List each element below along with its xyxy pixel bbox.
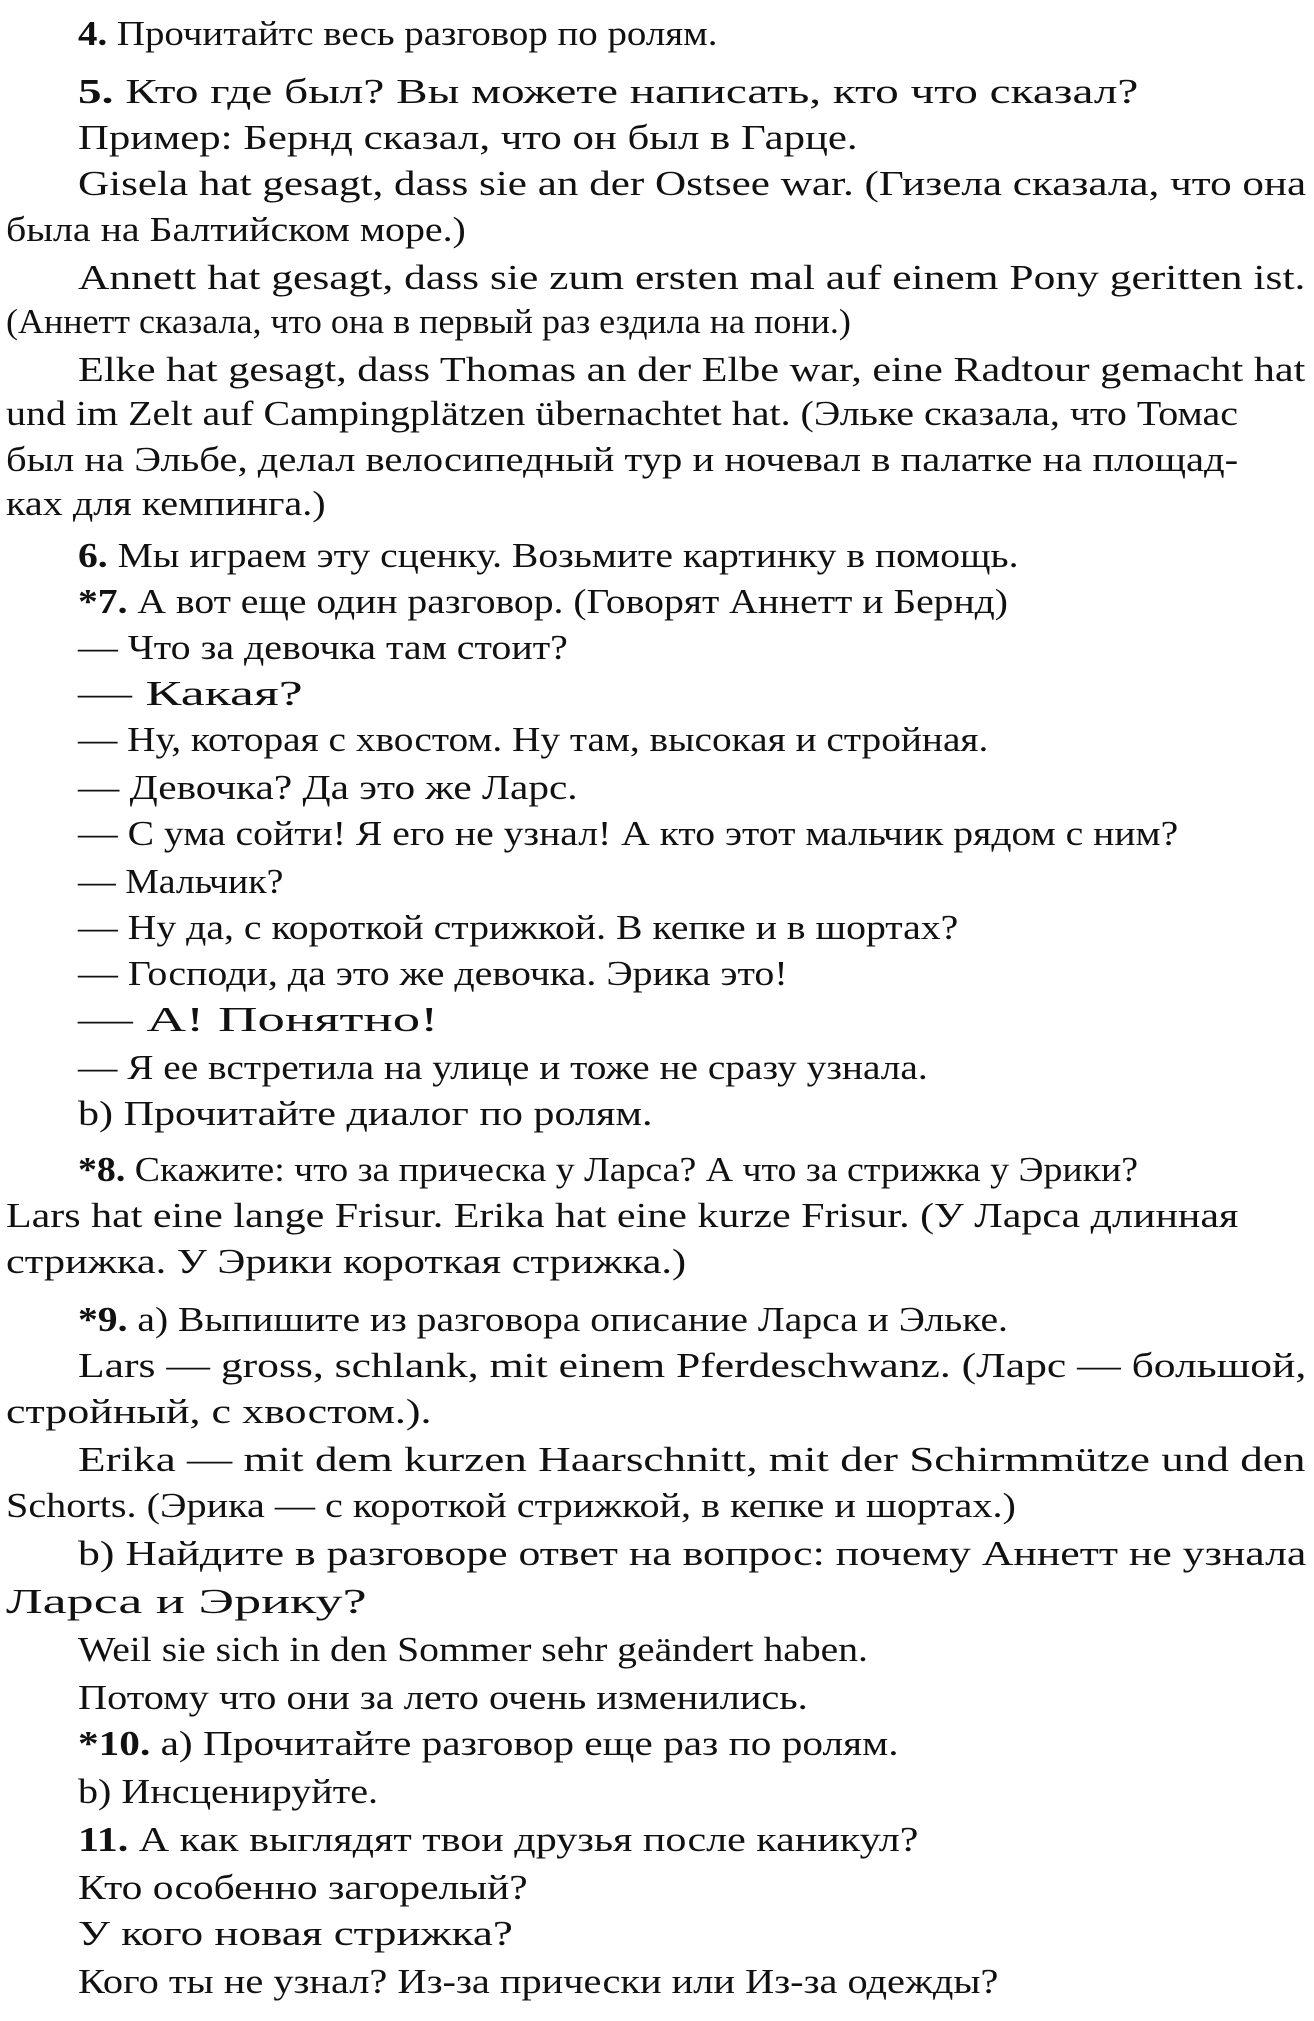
text-line [78, 628, 568, 668]
text-line [6, 440, 1238, 480]
line-text: Lars hat eine lange Frisur. Erika hat eine kurze Frisur. (У Ларса длинная [6, 1196, 1239, 1235]
text-line [6, 1242, 686, 1282]
text-line [6, 210, 466, 250]
text-line [78, 814, 1178, 854]
line-text: b) Найдите в разговоре ответ на вопрос: почему Аннетт не узнала [78, 1534, 1307, 1573]
line-text: Gisela hat gesagt, dass sie an der Ostsee war. (Гизела сказала, что она [78, 164, 1307, 203]
exercise-heading [78, 1724, 899, 1764]
line-text: Erika — mit dem kurzen Haarschnitt, mit der Schirmmütze und den [78, 1440, 1306, 1479]
text-line [78, 1534, 1306, 1574]
line-text: У кого новая стрижка? [78, 1914, 513, 1953]
line-text: (Аннетт сказала, что она в первый раз ездила на пони.) [6, 302, 851, 341]
line-text: — Господи, да это же девочка. Эрика это! [78, 954, 788, 993]
line-text: Schorts. (Эрика — с короткой стрижкой, в кепке и шортах.) [6, 1486, 1016, 1525]
exercise-number: 11. [78, 1820, 129, 1859]
exercise-number: *7. [78, 582, 128, 621]
line-text: Мы играем эту сценку. Возьмите картинку в помощь. [107, 536, 1019, 575]
line-text: Elke hat gesagt, dass Thomas an der Elbe war, eine Radtour gemacht hat [78, 350, 1306, 389]
text-line [78, 1048, 928, 1088]
line-text: b) Прочитайте диалог по ролям. [78, 1094, 653, 1133]
text-line [78, 720, 988, 760]
text-line [78, 1962, 998, 2002]
text-line [6, 1392, 432, 1432]
line-text: — Что за девочка там стоит? [78, 628, 568, 667]
line-text: und im Zelt auf Campingplätzen übernachtet hat. (Эльке сказала, что Томас [6, 394, 1238, 433]
line-text: — Мальчик? [78, 862, 284, 901]
line-text: был на Эльбе, делал велосипедный тур и ночевал в палатке на площад- [6, 440, 1239, 479]
exercise-heading [78, 1150, 1138, 1190]
text-line [78, 1000, 438, 1040]
line-text: Lars — gross, schlank, mit einem Pferdeschwanz. (Ларс — большой, [78, 1346, 1307, 1385]
line-text: Weil sie sich in den Sommer sehr geändert haben. [78, 1630, 868, 1669]
text-line [78, 862, 283, 902]
text-line [6, 1196, 1238, 1236]
text-line [78, 258, 1305, 298]
line-text: — Какая? [78, 674, 303, 713]
line-text: Скажите: что за прическа у Ларса? А что за стрижка у Эрики? [125, 1150, 1139, 1189]
line-text: А вот еще один разговор. (Говорят Аннетт и Бернд) [127, 582, 1008, 621]
exercise-number: 4. [78, 14, 108, 53]
line-text: Кто где был? Вы можете написать, кто что сказал? [113, 72, 1139, 111]
line-text: А как выглядят твои друзья после каникул? [128, 1820, 919, 1859]
exercise-number: *9. [78, 1300, 128, 1339]
text-line [78, 1440, 1305, 1480]
exercise-heading [78, 14, 717, 54]
exercise-number: *10. [78, 1724, 151, 1763]
text-line [78, 118, 858, 158]
exercise-heading [78, 1300, 1008, 1340]
line-text: Annett hat gesagt, dass sie zum ersten mal auf einem Pony geritten ist. [78, 258, 1306, 297]
text-line [78, 164, 1306, 204]
line-text: Потому что они за лето очень изменились. [78, 1678, 808, 1717]
text-line [6, 394, 1238, 434]
text-line [78, 1094, 653, 1134]
text-line [78, 1772, 378, 1812]
text-line [78, 908, 958, 948]
line-text: — Я ее встретила на улице и тоже не сразу узнала. [78, 1048, 928, 1087]
line-text: Кто особенно загорелый? [78, 1868, 528, 1907]
text-line [6, 302, 851, 342]
exercise-heading [78, 536, 1018, 576]
text-line [6, 484, 326, 524]
line-text: ках для кемпинга.) [6, 484, 326, 523]
exercise-heading [78, 1820, 918, 1860]
text-line [78, 1346, 1306, 1386]
exercise-heading [78, 582, 1008, 622]
text-line [6, 1486, 1016, 1526]
text-line [78, 350, 1305, 390]
text-line [78, 1678, 808, 1718]
text-line [78, 1914, 513, 1954]
line-text: b) Инсценируйте. [78, 1772, 379, 1811]
line-text: стройный, с хвостом.). [6, 1392, 432, 1431]
line-text: была на Балтийском море.) [6, 210, 466, 249]
exercise-number: 5. [78, 72, 114, 111]
line-text: — Ну, которая с хвостом. Ну там, высокая и стройная. [78, 720, 989, 759]
text-line [78, 674, 303, 714]
line-text: — А! Понятно! [78, 1000, 439, 1039]
text-line [78, 1868, 528, 1908]
text-line [78, 954, 788, 994]
line-text: — Девочка? Да это же Ларс. [78, 768, 578, 807]
line-text: — Ну да, с короткой стрижкой. В кепке и в шортах? [78, 908, 959, 947]
text-line [78, 768, 578, 808]
line-text: — С ума сойти! Я его не узнал! А кто этот мальчик рядом с ним? [78, 814, 1179, 853]
line-text: Пример: Бернд сказал, что он был в Гарце. [78, 118, 858, 157]
line-text: Ларса и Эрику? [6, 1582, 367, 1621]
line-text: a) Прочитайте разговор еще раз по ролям. [150, 1724, 899, 1763]
text-line [78, 1630, 868, 1670]
exercise-heading [78, 72, 1138, 112]
text-line [6, 1582, 367, 1622]
exercise-number: 6. [78, 536, 108, 575]
exercise-number: *8. [78, 1150, 126, 1189]
line-text: a) Выпишите из разговора описание Ларса и Эльке. [127, 1300, 1008, 1339]
line-text: Кого ты не узнал? Из-за прически или Из-за одежды? [78, 1962, 999, 2001]
line-text: стрижка. У Эрики короткая стрижка.) [6, 1242, 687, 1281]
line-text: Прочитайтс весь разговор по ролям. [107, 14, 718, 53]
